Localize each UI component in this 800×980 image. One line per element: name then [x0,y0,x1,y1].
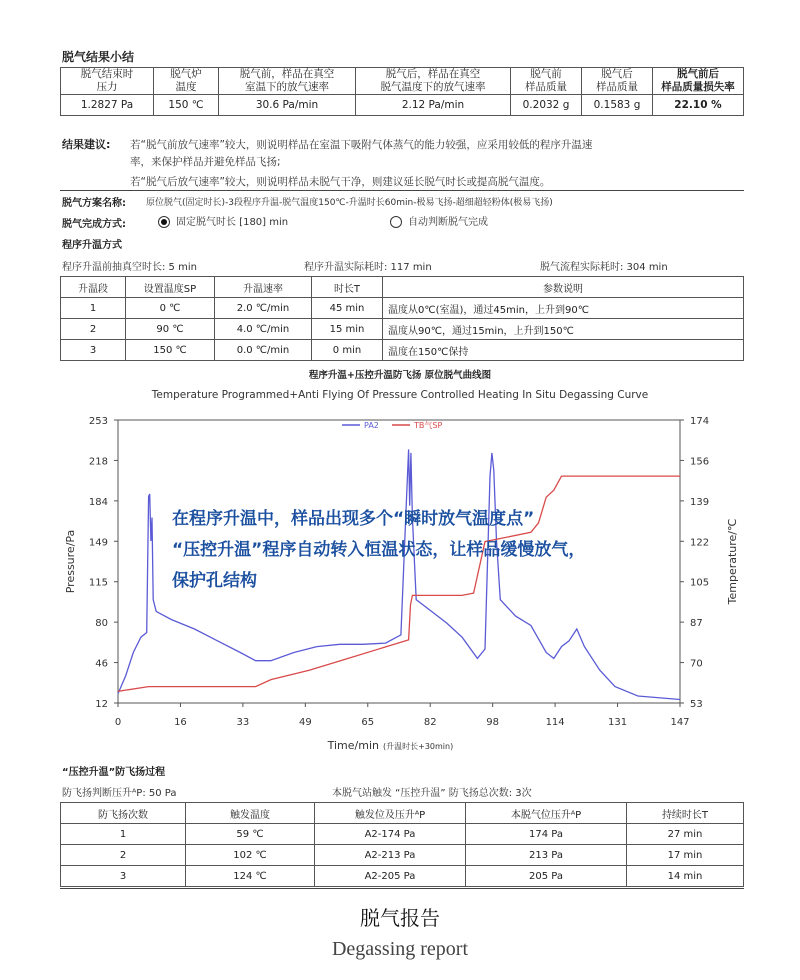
overlay-line2: “压控升温”程序自动转入恒温状态，让样品缓慢放气， [172,540,586,560]
scheme-name-label: 脱气方案名称: [62,198,126,209]
advice-label: 结果建议: [62,138,111,151]
cell: A2-213 Pa [315,845,466,866]
y-tick-label: 149 [88,537,108,549]
summary-header: 脱气后，样品在真空 脱气温度下的放气速率 [356,68,511,95]
program-title: 程序升温方式 [62,240,122,251]
x-tick-label: 0 [114,717,122,728]
cell: 3 [61,866,186,887]
cell: 2.0 ℃/min [215,298,312,319]
cell: 4.0 ℃/min [215,319,312,340]
cell: 205 Pa [466,866,627,887]
y2-tick-label: 105 [690,577,710,589]
cell: 174 Pa [466,824,627,845]
cell: 14 min [627,866,744,887]
y-axis-label: Pressure/Pa [64,529,77,594]
cell: 0 ℃ [126,298,215,319]
advice-line2: 若“脱气后放气速率”较大，则说明样品未脱气干净，则建议延长脱气时长或提高脱气温度。 [130,176,551,188]
x-tick-label: 147 [670,717,690,728]
cell: 2 [61,845,186,866]
program-actual-time: 程序升温实际耗时: 117 min [304,262,432,273]
cell: 90 ℃ [126,319,215,340]
summary-value: 22.10 % [653,95,744,116]
cell: 213 Pa [466,845,627,866]
cell: 17 min [627,845,744,866]
program-header: 升温速率 [215,277,312,298]
option-auto-label: 自动判断脱气完成 [408,217,488,228]
summary-value: 150 ℃ [154,95,219,116]
program-total-time: 脱气流程实际耗时: 304 min [540,262,668,273]
anti-flying-header: 触发位及压升ᴬP [315,803,466,824]
summary-header: 脱气炉 温度 [154,68,219,95]
cell: 1 [61,824,186,845]
summary-value: 30.6 Pa/min [219,95,356,116]
cell: 2 [61,319,126,340]
x-tick-label: 49 [298,717,312,728]
summary-value: 0.1583 g [582,95,653,116]
summary-header: 脱气前后 样品质量损失率 [653,68,744,95]
program-header: 设置温度SP [126,277,215,298]
caption-title-cn: 脱气报告 [360,906,440,930]
program-header: 时长T [312,277,383,298]
cell: A2-205 Pa [315,866,466,887]
summary-value: 2.12 Pa/min [356,95,511,116]
table-row [61,866,744,887]
cell: 15 min [312,319,383,340]
x-axis-label: Time/min [327,739,379,752]
anti-flying-header: 触发温度 [186,803,315,824]
table-row [61,824,744,845]
legend-label: PA2 [364,421,379,430]
y2-tick-label: 139 [690,496,710,508]
y-tick-label: 218 [88,456,108,468]
anti-flying-header: 本脱气位压升ᴬP [466,803,627,824]
y2-tick-label: 156 [690,456,710,468]
y-tick-label: 46 [95,658,108,670]
legend-label: TB气SP [414,421,443,430]
program-pre-vacuum: 程序升温前抽真空时长: 5 min [62,262,197,273]
cell: 45 min [312,298,383,319]
y2-tick-label: 53 [690,699,703,710]
summary-value: 1.2827 Pa [61,95,154,116]
anti-flying-header-row [61,803,744,824]
summary-header: 脱气前，样品在真空 室温下的放气速率 [219,68,356,95]
cell: 59 ℃ [186,824,315,845]
cell: 3 [61,340,126,361]
summary-title: 脱气结果小结 [62,50,135,64]
x-tick-label: 82 [423,717,437,728]
x-tick-label: 65 [361,717,375,728]
x-tick-label: 16 [174,717,187,728]
summary-header: 脱气后 样品质量 [582,68,653,95]
y-tick-label: 12 [95,699,108,710]
y2-tick-label: 122 [690,537,710,549]
cell: 27 min [627,824,744,845]
y-tick-label: 115 [88,577,108,589]
x-tick-label: 114 [545,717,565,728]
y2-tick-label: 87 [690,618,703,630]
cell: 102 ℃ [186,845,315,866]
x-tick-label: 33 [236,717,250,728]
overlay-line3: 保护孔结构 [172,571,257,591]
x-axis-note: (升温时长+30min) [383,742,454,751]
scheme-name-value: 原位脱气(固定时长)-3段程序升温-脱气温度150℃-升温时长60min-极易飞扬-超细超轻粉体(极易飞扬) [146,198,553,208]
divider [60,888,744,889]
cell: 0 min [312,340,383,361]
anti-flying-table [60,802,744,887]
cell: 温度在150℃保持 [383,340,744,361]
anti-flying-title: “压控升温”防飞扬过程 [62,767,166,778]
advice-line1b: 率，来保护样品并避免样品飞扬; [130,156,281,168]
chart-title: 程序升温+压控升温防飞扬 原位脱气曲线图 [308,370,492,381]
cell: 温度从90℃，通过15min，上升到150℃ [383,319,744,340]
anti-flying-total: 本脱气站触发 “压控升温” 防飞扬总次数: 3次 [332,788,532,799]
x-tick-label: 131 [608,717,628,728]
summary-header: 脱气前 样品质量 [511,68,582,95]
cell: 124 ℃ [186,866,315,887]
anti-flying-header: 防飞扬次数 [61,803,186,824]
summary-value: 0.2032 g [511,95,582,116]
caption-title-en: Degassing report [331,938,469,960]
x-tick-label: 98 [486,717,500,728]
table-row [61,845,744,866]
y-tick-label: 80 [95,618,108,630]
anti-flying-threshold: 防飞扬判断压升ᴬP: 50 Pa [62,788,177,799]
program-header: 参数说明 [383,277,744,298]
y2-axis-label: Temperature/℃ [726,518,739,605]
cell: 0.0 ℃/min [215,340,312,361]
y2-tick-label: 70 [690,658,703,670]
option-fixed-label: 固定脱气时长 [180] min [176,217,289,228]
y2-tick-label: 174 [690,416,710,427]
y-tick-label: 253 [88,416,108,427]
program-header: 升温段 [61,277,126,298]
advice-line1: 若“脱气前放气速率”较大，则说明样品在室温下吸附气体蒸气的能力较强，应采用较低的程序升温速 [130,139,593,151]
y-tick-label: 184 [88,496,108,508]
anti-flying-header: 持续时长T [627,803,744,824]
cell: A2-174 Pa [315,824,466,845]
chart-subtitle: Temperature Programmed+Anti Flying Of Pressure Controlled Heating In Situ Degassing Curve [151,389,649,401]
cell: 温度从0℃(室温)，通过45min，上升到90℃ [383,298,744,319]
cell: 150 ℃ [126,340,215,361]
cell: 1 [61,298,126,319]
overlay-line1: 在程序升温中，样品出现多个“瞬时放气温度点” [172,509,535,529]
summary-header: 脱气结束时 压力 [61,68,154,95]
scheme-method-label: 脱气完成方式: [62,219,126,230]
